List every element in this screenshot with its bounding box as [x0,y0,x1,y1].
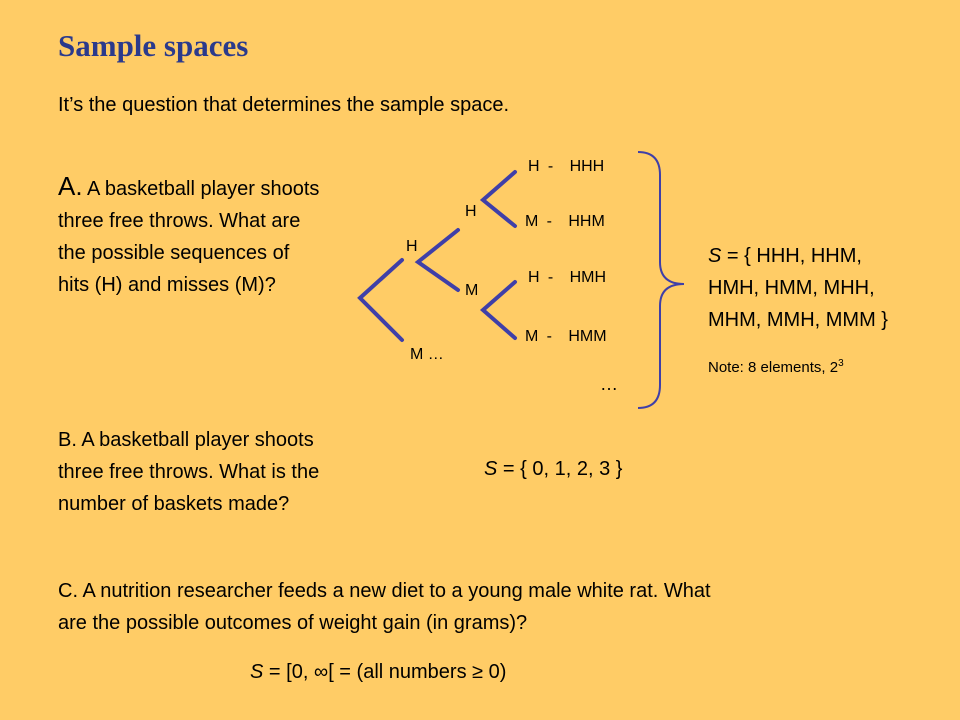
tree-leaf-4: M - HMM [525,328,607,345]
branch-leaf-upper [483,172,515,226]
tree-node-second-miss: M [465,282,479,299]
tree-node-root-miss: M … [410,346,444,363]
part-c-letter: C. [58,580,78,602]
part-a-line-2: three free throws. What are [58,210,301,232]
tree-leaf-1: H - HHH [528,158,605,175]
part-b-letter: B. [58,429,77,451]
sample-space-c: S = [0, ∞[ = (all numbers ≥ 0) [250,661,507,683]
part-a-line-1: A basketball player shoots [87,178,320,200]
curly-brace [638,152,684,408]
part-b-question: B. A basketball player shoots three free throws. What is the number of baskets made? [58,429,320,515]
tree-leaf-3: H - HMH [528,269,606,286]
sample-space-a: S = { HHH, HHM, HMH, HMM, MHH, MHM, MMH, MMM } [708,245,888,331]
set-symbol: S [708,245,722,267]
branch-leaf-lower [483,282,515,338]
branch-second [418,230,458,290]
note-text: Note: 8 elements, $2^3$ [708,358,844,376]
sample-space-b: S = { 0, 1, 2, 3 } [484,458,623,480]
tree-node-root-hit: H [406,238,418,255]
part-c-question: C. A nutrition researcher feeds a new diet to a young male white rat. What are the possible outcomes of weight gain (in grams)? [58,580,711,634]
page-title: Sample spaces [58,28,249,63]
tree-ellipsis: … [600,374,618,394]
tree-node-second-hit: H [465,203,477,220]
branch-root [360,260,402,340]
subtitle: It’s the question that determines the sample space. [58,94,510,116]
part-a-line-3: the possible sequences of [58,242,290,264]
tree-leaf-2: M - HHM [525,213,605,230]
part-a-letter: A. [58,171,83,201]
part-a-line-4: hits (H) and misses (M)? [58,274,276,296]
